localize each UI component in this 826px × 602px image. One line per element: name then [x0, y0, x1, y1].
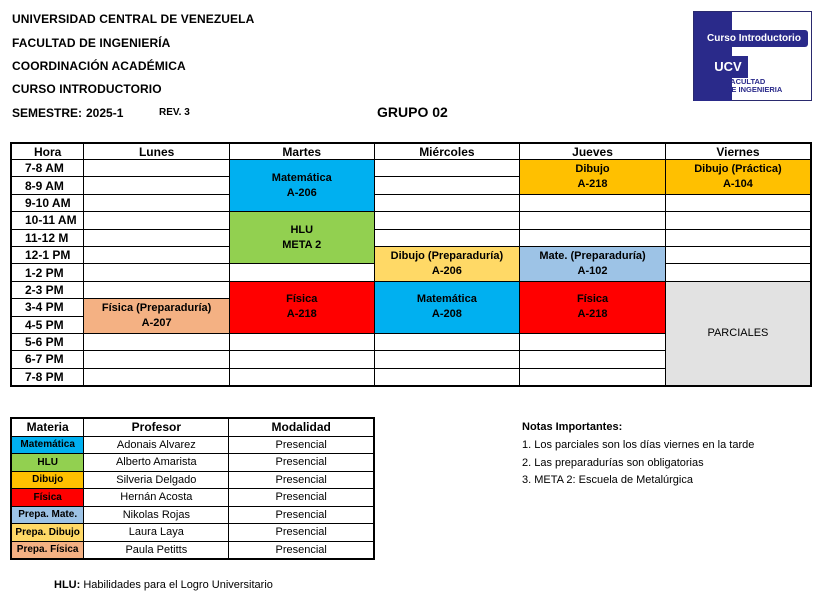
- block-room: A-206: [431, 264, 462, 277]
- col-lunes: Lunes: [84, 143, 230, 160]
- hour-cell: 8-9 AM: [11, 177, 84, 194]
- logo-faculty-line2: DE INGENIERIA: [726, 85, 783, 94]
- legend-profesor: Laura Laya: [84, 524, 229, 542]
- footer-note: [54, 579, 273, 591]
- legend-table: [10, 417, 375, 560]
- legend-header-row: [11, 418, 374, 436]
- col-hora: Hora: [11, 143, 84, 160]
- empty-cell: [665, 246, 811, 263]
- block-subject: Mate. (Preparaduría): [539, 249, 646, 262]
- block-jueves-fisica: [520, 281, 666, 333]
- block-viernes-parciales: [665, 281, 811, 386]
- empty-cell: [374, 333, 520, 350]
- schedule-header-row: [11, 143, 811, 160]
- hour-cell: 7-8 AM: [11, 160, 84, 177]
- empty-cell: [520, 229, 666, 246]
- course-logo: [693, 11, 812, 101]
- hour-cell: 4-5 PM: [11, 316, 84, 333]
- empty-cell: [84, 160, 230, 177]
- hour-cell: 6-7 PM: [11, 351, 84, 368]
- block-subject: Dibujo: [575, 162, 610, 175]
- empty-cell: [374, 160, 520, 177]
- block-room: A-102: [577, 264, 608, 277]
- empty-cell: [229, 368, 374, 386]
- block-room: A-104: [722, 177, 753, 190]
- col-miercoles: Miércoles: [374, 143, 520, 160]
- row-2-3pm: [11, 281, 811, 298]
- empty-cell: [84, 264, 230, 281]
- block-lunes-fisica-preparaduria: [84, 299, 230, 334]
- empty-cell: [84, 177, 230, 194]
- header-coordination: COORDINACIÓN ACADÉMICA: [12, 59, 186, 73]
- row-10-11am: [11, 212, 811, 229]
- empty-cell: [665, 264, 811, 281]
- legend-profesor: Silveria Delgado: [84, 471, 229, 489]
- legend-materia: Prepa. Mate.: [11, 506, 84, 524]
- empty-cell: [84, 351, 230, 368]
- note-item: 2. Las preparadurías son obligatorias: [522, 457, 704, 469]
- legend-modalidad: Presencial: [229, 506, 374, 524]
- col-martes: Martes: [229, 143, 374, 160]
- hour-cell: 1-2 PM: [11, 264, 84, 281]
- empty-cell: [84, 194, 230, 211]
- legend-modalidad: Presencial: [229, 454, 374, 472]
- legend-materia: Prepa. Dibujo: [11, 524, 84, 542]
- note-item: 3. META 2: Escuela de Metalúrgica: [522, 474, 693, 486]
- legend-modalidad: Presencial: [229, 471, 374, 489]
- legend-profesor: Hernán Acosta: [84, 489, 229, 507]
- block-subject: Física: [576, 293, 609, 306]
- legend-materia: Prepa. Física: [11, 541, 84, 559]
- header-faculty: FACULTAD DE INGENIERÍA: [12, 36, 171, 50]
- legend-materia: HLU: [11, 454, 84, 472]
- legend-profesor: Alberto Amarista: [84, 454, 229, 472]
- header-course: CURSO INTRODUCTORIO: [12, 82, 162, 96]
- group-title: GRUPO 02: [377, 104, 448, 120]
- empty-cell: [229, 264, 374, 281]
- legend-row: [11, 436, 374, 454]
- legend-profesor: Paula Petitts: [84, 541, 229, 559]
- empty-cell: [84, 229, 230, 246]
- semester-label: SEMESTRE:: [12, 106, 83, 120]
- empty-cell: [84, 368, 230, 386]
- legend-materia: Matemática: [11, 436, 84, 454]
- legend-row: [11, 541, 374, 559]
- empty-cell: [520, 368, 666, 386]
- logo-title: Curso Introductorio: [700, 30, 808, 47]
- legend-row: [11, 471, 374, 489]
- block-miercoles-matematica: [374, 281, 520, 333]
- hour-cell: 10-11 AM: [11, 212, 84, 229]
- empty-cell: [665, 212, 811, 229]
- empty-cell: [520, 333, 666, 350]
- header-university: UNIVERSIDAD CENTRAL DE VENEZUELA: [12, 12, 255, 26]
- semester-value: 2025-1: [86, 106, 124, 120]
- block-room: A-218: [577, 177, 608, 190]
- block-subject: Dibujo (Preparaduría): [390, 249, 504, 262]
- legend-row: [11, 524, 374, 542]
- logo-faculty-line1: FACULTAD: [726, 77, 766, 86]
- legend-materia: Física: [11, 489, 84, 507]
- block-room: A-218: [286, 308, 317, 321]
- legend-row: [11, 454, 374, 472]
- block-miercoles-dibujo-preparaduria: [374, 246, 520, 281]
- empty-cell: [520, 212, 666, 229]
- block-jueves-mate-preparaduria: [520, 246, 666, 281]
- row-7-8am: [11, 160, 811, 177]
- hour-cell: 3-4 PM: [11, 299, 84, 316]
- legend-col-materia: Materia: [11, 418, 84, 436]
- block-room: A-218: [577, 308, 608, 321]
- block-room: A-207: [141, 317, 172, 330]
- empty-cell: [520, 351, 666, 368]
- block-martes-fisica: [229, 281, 374, 333]
- footer-label: HLU:: [54, 579, 81, 591]
- legend-col-profesor: Profesor: [84, 418, 229, 436]
- notes-title: Notas Importantes:: [522, 421, 623, 433]
- block-room: META 2: [282, 238, 322, 251]
- empty-cell: [229, 351, 374, 368]
- block-viernes-dibujo-practica: [665, 160, 811, 195]
- hour-cell: 12-1 PM: [11, 246, 84, 263]
- empty-cell: [229, 333, 374, 350]
- legend-col-modalidad: Modalidad: [229, 418, 374, 436]
- empty-cell: [84, 333, 230, 350]
- col-viernes: Viernes: [665, 143, 811, 160]
- block-subject: Física (Preparaduría): [101, 302, 212, 315]
- empty-cell: [84, 212, 230, 229]
- block-subject: PARCIALES: [707, 326, 769, 339]
- schedule-table: [10, 142, 812, 387]
- logo-faculty: [726, 78, 810, 94]
- empty-cell: [84, 246, 230, 263]
- col-jueves: Jueves: [520, 143, 666, 160]
- hour-cell: 7-8 PM: [11, 368, 84, 386]
- block-subject: Matemática: [416, 293, 477, 306]
- row-12-1pm: [11, 246, 811, 263]
- empty-cell: [374, 229, 520, 246]
- legend-profesor: Adonais Alvarez: [84, 436, 229, 454]
- legend-modalidad: Presencial: [229, 541, 374, 559]
- logo-ucv: UCV: [708, 56, 748, 78]
- row-9-10am: [11, 194, 811, 211]
- hour-cell: 5-6 PM: [11, 333, 84, 350]
- note-item: 1. Los parciales son los días viernes en la tarde: [522, 439, 755, 451]
- empty-cell: [374, 351, 520, 368]
- empty-cell: [665, 194, 811, 211]
- legend-materia: Dibujo: [11, 471, 84, 489]
- revision-label: REV. 3: [159, 107, 190, 118]
- legend-modalidad: Presencial: [229, 489, 374, 507]
- hour-cell: 9-10 AM: [11, 194, 84, 211]
- legend-modalidad: Presencial: [229, 436, 374, 454]
- empty-cell: [374, 212, 520, 229]
- legend-modalidad: Presencial: [229, 524, 374, 542]
- block-martes-matematica: [229, 160, 374, 212]
- block-jueves-dibujo: [520, 160, 666, 195]
- legend-row: [11, 489, 374, 507]
- empty-cell: [520, 194, 666, 211]
- block-room: A-208: [431, 308, 462, 321]
- block-subject: Dibujo (Práctica): [694, 162, 782, 175]
- block-subject: HLU: [290, 223, 314, 236]
- block-subject: Física: [286, 293, 318, 306]
- block-subject: Matemática: [271, 171, 332, 184]
- block-martes-hlu: [229, 212, 374, 264]
- empty-cell: [84, 281, 230, 298]
- footer-text: Habilidades para el Logro Universitario: [83, 579, 273, 591]
- empty-cell: [374, 177, 520, 194]
- hour-cell: 11-12 M: [11, 229, 84, 246]
- row-11-12m: [11, 229, 811, 246]
- empty-cell: [374, 368, 520, 386]
- empty-cell: [374, 194, 520, 211]
- empty-cell: [665, 229, 811, 246]
- legend-row: [11, 506, 374, 524]
- block-room: A-206: [286, 186, 317, 199]
- hour-cell: 2-3 PM: [11, 281, 84, 298]
- legend-profesor: Nikolas Rojas: [84, 506, 229, 524]
